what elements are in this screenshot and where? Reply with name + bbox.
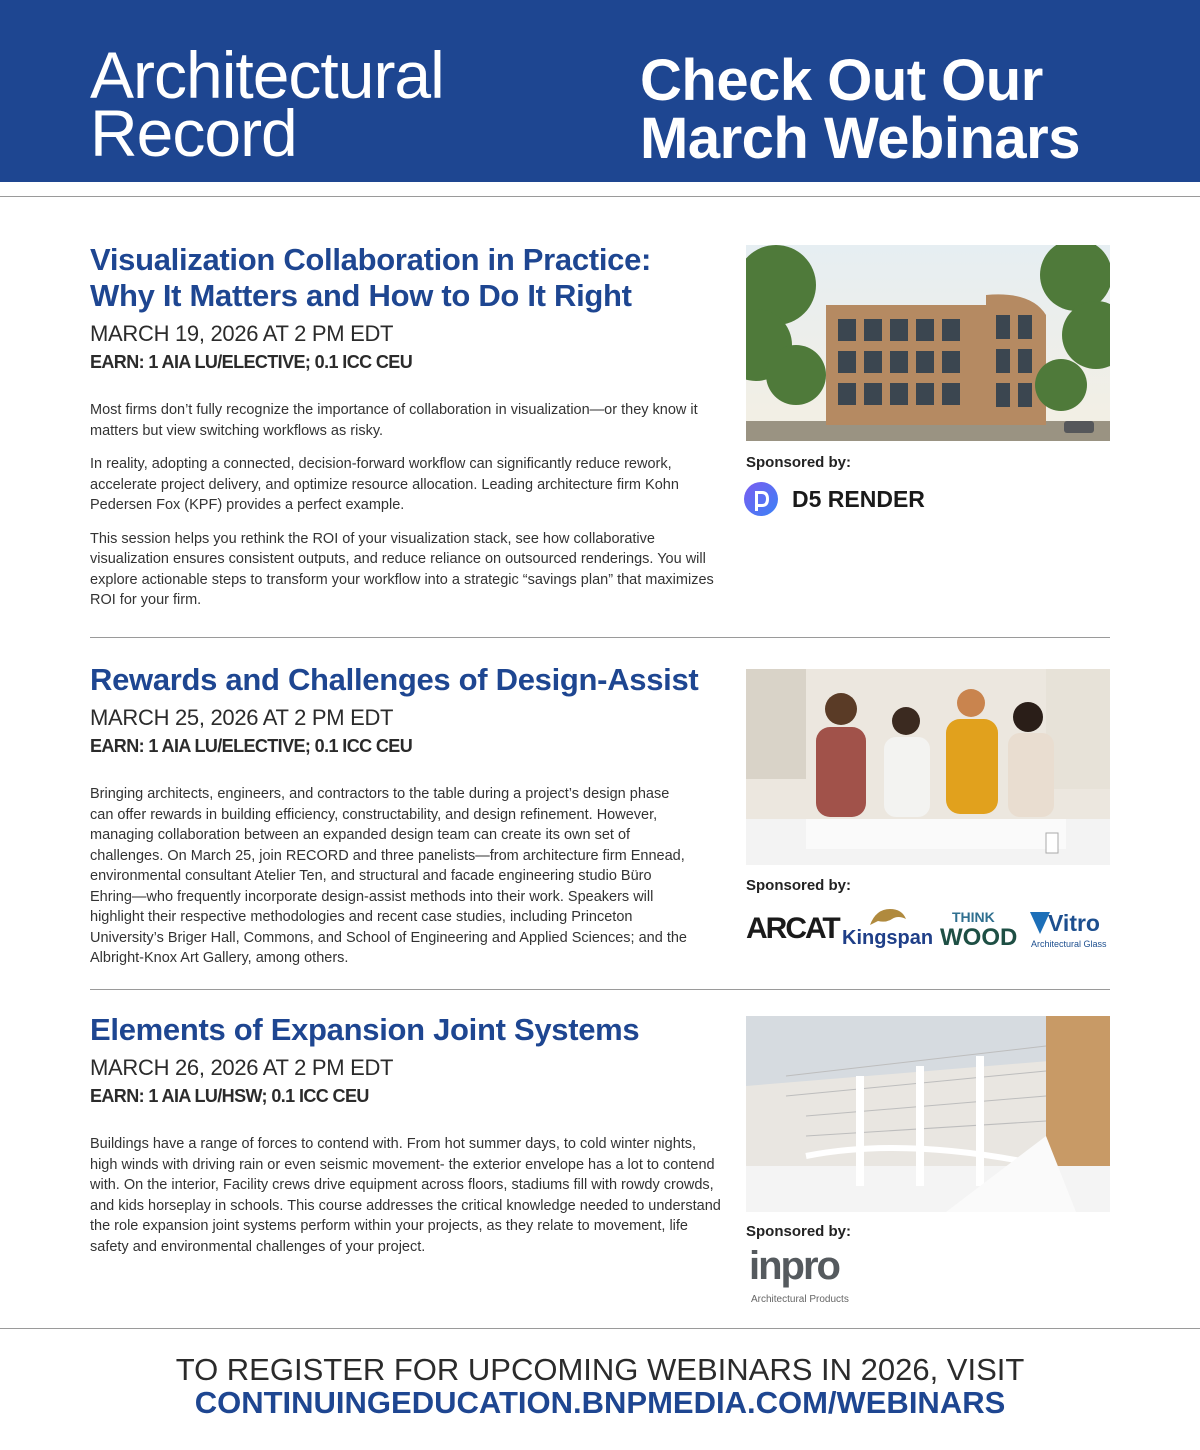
register-prompt: TO REGISTER FOR UPCOMING WEBINARS IN 2026, VISIT [175,1352,1025,1387]
divider-2 [90,989,1110,990]
inpro-wordmark: inpro [749,1244,839,1288]
webinar-2-team-photo [746,669,1110,865]
d5-render-logo[interactable] [744,482,944,518]
webinar-1-paragraph: In reality, adopting a connected, decision-forward workflow can significantly reduce rework, accelerate project delivery, and optimize resource allocation. Leading architecture firm Kohn Pedersen Fox (KPF) provides a perfect example. [90,456,679,513]
webinar-3-credits: EARN: 1 AIA LU/HSW; 0.1 ICC CEU [90,1086,369,1106]
webinar-1-title-line2: Why It Matters and How to Do It Right [90,278,632,313]
webinar-1-paragraph: This session helps you rethink the ROI of your visualization stack, see how collaborative visualization ensures consistent outputs, and reduce reliance on outsourced renderings. You will explore actionable steps to transform your workflow into a strategic “savings plan” that maximizes ROI for your firm. [90,530,714,608]
webinar-3-description [90,1134,725,1257]
webinar-1-sponsor-label: Sponsored by: [746,454,852,471]
inpro-logo[interactable] [749,1244,879,1308]
think-wood-top: THINK [952,909,995,925]
webinar-1-title-line1: Visualization Collaboration in Practice: [90,242,652,277]
vitro-v-icon [1030,912,1050,934]
webinar-2-paragraph: Bringing architects, engineers, and contractors to the table during a project’s design phase can offer rewards in building efficiency, constructability, and design refinement. However, managing collaboration between an expanded design team can create its own set of challenges. On March 25, join RECORD and three panelists—from architecture firm Ennead, environmental consultant Atelier Ten, and structural and facade engineering studio Büro Ehring—who frequently incorporate design-assist methods into their work. Speakers will highlight their respective methodologies and recent case studies, including Princeton University’s Briger Hall, Commons, and School of Engineering and Applied Sciences; and the Albright-Knox Art Gallery, among others. [90,786,687,966]
webinar-2-sponsor-label: Sponsored by: [746,877,852,894]
arcat-logo[interactable]: ARCAT [746,912,839,945]
architectural-record-logo[interactable] [90,38,444,170]
webinar-2-title[interactable]: Rewards and Challenges of Design-Assist [90,662,699,697]
webinar-1-paragraph: Most firms don’t fully recognize the importance of collaboration in visualization—or they know it matters but view switching workflows as risky. [90,402,698,439]
divider-bottom [0,1328,1200,1329]
webinar-2-description [90,784,690,969]
headline-line2: March Webinars [640,106,1080,171]
webinar-1-building-photo [746,245,1110,441]
webinar-1-date: MARCH 19, 2026 AT 2 PM EDT [90,321,394,346]
webinar-3-paragraph: Buildings have a range of forces to contend with. From hot summer days, to cold winter nights, high winds with driving rain or even seismic movement- the exterior envelope has a lot to contend with. On the interior, Facility crews drive equipment across floors, stadiums fill with rowdy crowds, and kids horseplay in schools. This course addresses the critical knowledge needed to understand the role expansion joint systems perform within your projects, as they relate to movement, life safety and environmental challenges of your project. [90,1136,721,1255]
webinar-2-credits: EARN: 1 AIA LU/ELECTIVE; 0.1 ICC CEU [90,736,413,756]
webinar-1-description [90,400,720,611]
logo-line2: Record [90,96,297,170]
kingspan-logo[interactable] [840,905,934,951]
page-headline [640,48,1080,171]
register-link[interactable]: CONTINUINGEDUCATION.BNPMEDIA.COM/WEBINARS [194,1385,1006,1420]
webinar-3-sponsor-label: Sponsored by: [746,1223,852,1240]
d5-render-wordmark: D5 RENDER [792,486,925,512]
inpro-subtitle: Architectural Products [751,1294,849,1305]
header-banner [0,0,1200,182]
d5-render-icon [744,482,778,516]
kingspan-wordmark: Kingspan [842,927,934,949]
webinar-3-atrium-photo [746,1016,1110,1212]
vitro-wordmark: Vitro [1048,910,1100,936]
webinar-2-date: MARCH 25, 2026 AT 2 PM EDT [90,705,394,730]
think-wood-logo[interactable] [940,909,1020,953]
vitro-subtitle: Architectural Glass [1031,939,1107,949]
headline-line1: Check Out Our [640,48,1043,113]
divider-1 [90,637,1110,638]
vitro-logo[interactable] [1030,910,1112,952]
webinar-3-date: MARCH 26, 2026 AT 2 PM EDT [90,1055,394,1080]
logo-line1: Architectural [90,38,444,112]
divider-top [0,196,1200,197]
webinar-3-title[interactable]: Elements of Expansion Joint Systems [90,1012,640,1047]
kingspan-lion-icon [868,905,908,927]
think-wood-bottom: WOOD [940,924,1018,951]
webinar-1-credits: EARN: 1 AIA LU/ELECTIVE; 0.1 ICC CEU [90,352,413,372]
